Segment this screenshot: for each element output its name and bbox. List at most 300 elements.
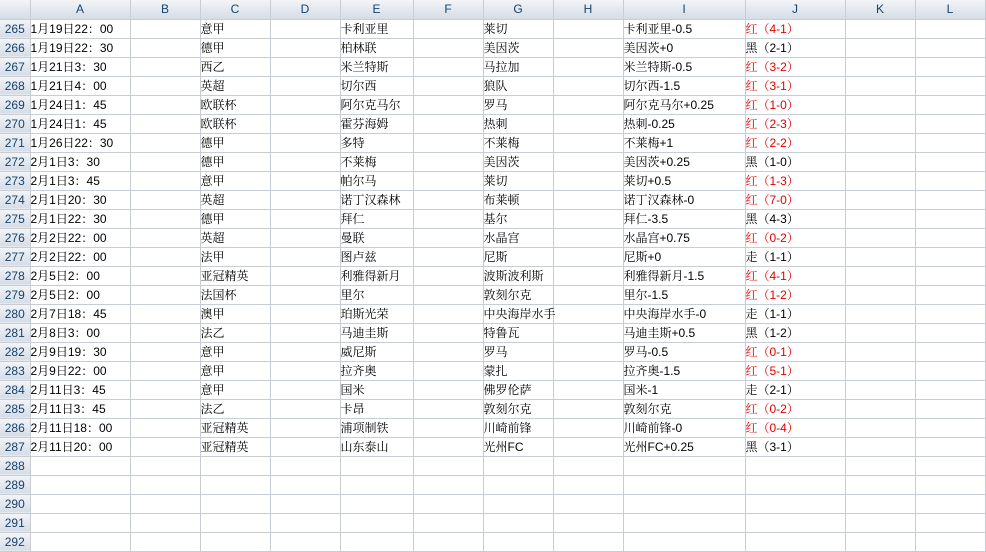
cell-L286[interactable]	[915, 418, 985, 437]
cell-B274[interactable]	[130, 190, 200, 209]
cell-L272[interactable]	[915, 152, 985, 171]
cell-E275[interactable]: 拜仁	[340, 209, 413, 228]
cell-L271[interactable]	[915, 133, 985, 152]
cell-G269[interactable]: 罗马	[483, 95, 553, 114]
cell-B273[interactable]	[130, 171, 200, 190]
cell-J277[interactable]: 走（1-1）	[745, 247, 845, 266]
cell-L284[interactable]	[915, 380, 985, 399]
cell-K270[interactable]	[845, 114, 915, 133]
cell-C278[interactable]: 亚冠精英	[200, 266, 270, 285]
cell-I290[interactable]	[623, 494, 745, 513]
column-header-row[interactable]	[0, 0, 985, 19]
cell-I280[interactable]: 中央海岸水手-0	[623, 304, 745, 323]
cell-J274[interactable]: 红（7-0）	[745, 190, 845, 209]
cell-A270[interactable]: 1月24日1：45	[30, 114, 130, 133]
cell-D291[interactable]	[270, 513, 340, 532]
table-row[interactable]	[0, 399, 985, 418]
cell-D275[interactable]	[270, 209, 340, 228]
cell-A279[interactable]: 2月5日2：00	[30, 285, 130, 304]
cell-J284[interactable]: 走（2-1）	[745, 380, 845, 399]
cell-I268[interactable]: 切尔西-1.5	[623, 76, 745, 95]
cell-A291[interactable]	[30, 513, 130, 532]
cell-H291[interactable]	[553, 513, 623, 532]
cell-D273[interactable]	[270, 171, 340, 190]
cell-C285[interactable]: 法乙	[200, 399, 270, 418]
table-row[interactable]	[0, 152, 985, 171]
cell-L278[interactable]	[915, 266, 985, 285]
cell-C276[interactable]: 英超	[200, 228, 270, 247]
cell-E273[interactable]: 帕尔马	[340, 171, 413, 190]
cell-L266[interactable]	[915, 38, 985, 57]
cell-D265[interactable]	[270, 19, 340, 38]
cell-D277[interactable]	[270, 247, 340, 266]
cell-F266[interactable]	[413, 38, 483, 57]
cell-K273[interactable]	[845, 171, 915, 190]
row-header[interactable]: 278	[0, 266, 30, 285]
cell-J276[interactable]: 红（0-2）	[745, 228, 845, 247]
cell-I271[interactable]: 不莱梅+1	[623, 133, 745, 152]
cell-A271[interactable]: 1月26日22：30	[30, 133, 130, 152]
cell-F269[interactable]	[413, 95, 483, 114]
cell-D283[interactable]	[270, 361, 340, 380]
cell-K279[interactable]	[845, 285, 915, 304]
cell-L290[interactable]	[915, 494, 985, 513]
cell-L288[interactable]	[915, 456, 985, 475]
cell-C266[interactable]: 德甲	[200, 38, 270, 57]
cell-I291[interactable]	[623, 513, 745, 532]
cell-E277[interactable]: 图卢兹	[340, 247, 413, 266]
cell-C272[interactable]: 德甲	[200, 152, 270, 171]
cell-J275[interactable]: 黑（4-3）	[745, 209, 845, 228]
cell-F270[interactable]	[413, 114, 483, 133]
cell-A278[interactable]: 2月5日2：00	[30, 266, 130, 285]
cell-E286[interactable]: 浦项制铁	[340, 418, 413, 437]
cell-L291[interactable]	[915, 513, 985, 532]
column-header-D[interactable]: D	[270, 0, 340, 19]
cell-C275[interactable]: 德甲	[200, 209, 270, 228]
column-header-G[interactable]: G	[483, 0, 553, 19]
cell-F292[interactable]	[413, 532, 483, 551]
cell-G275[interactable]: 基尔	[483, 209, 553, 228]
cell-F268[interactable]	[413, 76, 483, 95]
cell-I273[interactable]: 莱切+0.5	[623, 171, 745, 190]
row-header[interactable]: 266	[0, 38, 30, 57]
cell-E267[interactable]: 米兰特斯	[340, 57, 413, 76]
cell-L265[interactable]	[915, 19, 985, 38]
cell-I279[interactable]: 里尔-1.5	[623, 285, 745, 304]
cell-C282[interactable]: 意甲	[200, 342, 270, 361]
cell-B284[interactable]	[130, 380, 200, 399]
cell-E289[interactable]	[340, 475, 413, 494]
cell-A268[interactable]: 1月21日4：00	[30, 76, 130, 95]
table-row[interactable]	[0, 380, 985, 399]
cell-G280[interactable]: 中央海岸水手	[483, 304, 553, 323]
cell-A287[interactable]: 2月11日20：00	[30, 437, 130, 456]
cell-A272[interactable]: 2月1日3：30	[30, 152, 130, 171]
cell-B278[interactable]	[130, 266, 200, 285]
row-header[interactable]: 289	[0, 475, 30, 494]
table-row[interactable]	[0, 494, 985, 513]
cell-B280[interactable]	[130, 304, 200, 323]
cell-E287[interactable]: 山东泰山	[340, 437, 413, 456]
cell-K265[interactable]	[845, 19, 915, 38]
cell-I267[interactable]: 米兰特斯-0.5	[623, 57, 745, 76]
cell-L292[interactable]	[915, 532, 985, 551]
cell-C265[interactable]: 意甲	[200, 19, 270, 38]
table-row[interactable]	[0, 19, 985, 38]
cell-I270[interactable]: 热刺-0.25	[623, 114, 745, 133]
cell-K288[interactable]	[845, 456, 915, 475]
cell-J291[interactable]	[745, 513, 845, 532]
cell-J281[interactable]: 黑（1-2）	[745, 323, 845, 342]
cell-K275[interactable]	[845, 209, 915, 228]
cell-H277[interactable]	[553, 247, 623, 266]
cell-H274[interactable]	[553, 190, 623, 209]
table-row[interactable]	[0, 475, 985, 494]
cell-H278[interactable]	[553, 266, 623, 285]
cell-H271[interactable]	[553, 133, 623, 152]
cell-G288[interactable]	[483, 456, 553, 475]
cell-A277[interactable]: 2月2日22：00	[30, 247, 130, 266]
cell-G268[interactable]: 狼队	[483, 76, 553, 95]
cell-I286[interactable]: 川崎前锋-0	[623, 418, 745, 437]
cell-J272[interactable]: 黑（1-0）	[745, 152, 845, 171]
cell-K286[interactable]	[845, 418, 915, 437]
cell-D286[interactable]	[270, 418, 340, 437]
column-header-C[interactable]: C	[200, 0, 270, 19]
cell-B268[interactable]	[130, 76, 200, 95]
table-row[interactable]	[0, 513, 985, 532]
cell-B291[interactable]	[130, 513, 200, 532]
cell-E280[interactable]: 珀斯光荣	[340, 304, 413, 323]
table-row[interactable]	[0, 209, 985, 228]
cell-A288[interactable]	[30, 456, 130, 475]
cell-B276[interactable]	[130, 228, 200, 247]
row-header[interactable]: 285	[0, 399, 30, 418]
cell-B290[interactable]	[130, 494, 200, 513]
cell-B265[interactable]	[130, 19, 200, 38]
column-header-F[interactable]: F	[413, 0, 483, 19]
cell-L282[interactable]	[915, 342, 985, 361]
row-header[interactable]: 292	[0, 532, 30, 551]
row-header[interactable]: 281	[0, 323, 30, 342]
cell-F274[interactable]	[413, 190, 483, 209]
cell-C277[interactable]: 法甲	[200, 247, 270, 266]
cell-F275[interactable]	[413, 209, 483, 228]
cell-J287[interactable]: 黑（3-1）	[745, 437, 845, 456]
cell-C268[interactable]: 英超	[200, 76, 270, 95]
cell-D282[interactable]	[270, 342, 340, 361]
cell-L287[interactable]	[915, 437, 985, 456]
cell-I283[interactable]: 拉齐奥-1.5	[623, 361, 745, 380]
cell-G287[interactable]: 光州FC	[483, 437, 553, 456]
cell-D272[interactable]	[270, 152, 340, 171]
table-row[interactable]	[0, 190, 985, 209]
cell-C273[interactable]: 意甲	[200, 171, 270, 190]
cell-F271[interactable]	[413, 133, 483, 152]
cell-K280[interactable]	[845, 304, 915, 323]
table-row[interactable]	[0, 456, 985, 475]
column-header-H[interactable]: H	[553, 0, 623, 19]
cell-J280[interactable]: 走（1-1）	[745, 304, 845, 323]
cell-E291[interactable]	[340, 513, 413, 532]
cell-H281[interactable]	[553, 323, 623, 342]
cell-G270[interactable]: 热刺	[483, 114, 553, 133]
cell-A275[interactable]: 2月1日22：30	[30, 209, 130, 228]
cell-E285[interactable]: 卡昂	[340, 399, 413, 418]
table-row[interactable]	[0, 342, 985, 361]
column-header-E[interactable]: E	[340, 0, 413, 19]
cell-F288[interactable]	[413, 456, 483, 475]
row-header[interactable]: 276	[0, 228, 30, 247]
cell-F287[interactable]	[413, 437, 483, 456]
cell-D267[interactable]	[270, 57, 340, 76]
cell-G273[interactable]: 莱切	[483, 171, 553, 190]
cell-L277[interactable]	[915, 247, 985, 266]
cell-B266[interactable]	[130, 38, 200, 57]
cell-K272[interactable]	[845, 152, 915, 171]
cell-H289[interactable]	[553, 475, 623, 494]
cell-C281[interactable]: 法乙	[200, 323, 270, 342]
cell-I276[interactable]: 水晶宫+0.75	[623, 228, 745, 247]
cell-G290[interactable]	[483, 494, 553, 513]
cell-I272[interactable]: 美因茨+0.25	[623, 152, 745, 171]
table-row[interactable]	[0, 228, 985, 247]
cell-E290[interactable]	[340, 494, 413, 513]
cell-K285[interactable]	[845, 399, 915, 418]
cell-B269[interactable]	[130, 95, 200, 114]
cell-I285[interactable]: 敦刻尔克	[623, 399, 745, 418]
cell-K282[interactable]	[845, 342, 915, 361]
cell-H267[interactable]	[553, 57, 623, 76]
cell-K292[interactable]	[845, 532, 915, 551]
cell-E278[interactable]: 利雅得新月	[340, 266, 413, 285]
cell-J270[interactable]: 红（2-3）	[745, 114, 845, 133]
cell-E268[interactable]: 切尔西	[340, 76, 413, 95]
cell-G286[interactable]: 川崎前锋	[483, 418, 553, 437]
cell-K287[interactable]	[845, 437, 915, 456]
cell-D287[interactable]	[270, 437, 340, 456]
cell-A286[interactable]: 2月11日18：00	[30, 418, 130, 437]
row-header[interactable]: 268	[0, 76, 30, 95]
cell-F272[interactable]	[413, 152, 483, 171]
cell-H280[interactable]	[553, 304, 623, 323]
cell-I292[interactable]	[623, 532, 745, 551]
cell-A269[interactable]: 1月24日1：45	[30, 95, 130, 114]
row-header[interactable]: 270	[0, 114, 30, 133]
cell-C291[interactable]	[200, 513, 270, 532]
cell-J286[interactable]: 红（0-4）	[745, 418, 845, 437]
cell-L274[interactable]	[915, 190, 985, 209]
cell-C290[interactable]	[200, 494, 270, 513]
table-row[interactable]	[0, 171, 985, 190]
cell-B285[interactable]	[130, 399, 200, 418]
table-row[interactable]	[0, 285, 985, 304]
cell-B271[interactable]	[130, 133, 200, 152]
cell-F280[interactable]	[413, 304, 483, 323]
cell-J268[interactable]: 红（3-1）	[745, 76, 845, 95]
cell-K277[interactable]	[845, 247, 915, 266]
column-header-A[interactable]: A	[30, 0, 130, 19]
cell-K271[interactable]	[845, 133, 915, 152]
cell-A290[interactable]	[30, 494, 130, 513]
table-row[interactable]	[0, 418, 985, 437]
cell-L275[interactable]	[915, 209, 985, 228]
cell-B277[interactable]	[130, 247, 200, 266]
cell-E266[interactable]: 柏林联	[340, 38, 413, 57]
table-row[interactable]	[0, 266, 985, 285]
cell-H292[interactable]	[553, 532, 623, 551]
cell-I289[interactable]	[623, 475, 745, 494]
cell-D289[interactable]	[270, 475, 340, 494]
cell-L281[interactable]	[915, 323, 985, 342]
cell-I287[interactable]: 光州FC+0.25	[623, 437, 745, 456]
row-header[interactable]: 290	[0, 494, 30, 513]
cell-J279[interactable]: 红（1-2）	[745, 285, 845, 304]
cell-D266[interactable]	[270, 38, 340, 57]
cell-F276[interactable]	[413, 228, 483, 247]
row-header[interactable]: 274	[0, 190, 30, 209]
cell-K274[interactable]	[845, 190, 915, 209]
cell-A284[interactable]: 2月11日3：45	[30, 380, 130, 399]
cell-E281[interactable]: 马迪圭斯	[340, 323, 413, 342]
table-row[interactable]	[0, 323, 985, 342]
table-row[interactable]	[0, 57, 985, 76]
cell-I278[interactable]: 利雅得新月-1.5	[623, 266, 745, 285]
cell-D285[interactable]	[270, 399, 340, 418]
cell-H266[interactable]	[553, 38, 623, 57]
cell-A267[interactable]: 1月21日3：30	[30, 57, 130, 76]
cell-K267[interactable]	[845, 57, 915, 76]
cell-E283[interactable]: 拉齐奥	[340, 361, 413, 380]
cell-C289[interactable]	[200, 475, 270, 494]
row-header[interactable]: 283	[0, 361, 30, 380]
cell-G277[interactable]: 尼斯	[483, 247, 553, 266]
cell-F285[interactable]	[413, 399, 483, 418]
cell-F284[interactable]	[413, 380, 483, 399]
cell-L289[interactable]	[915, 475, 985, 494]
cell-K281[interactable]	[845, 323, 915, 342]
cell-E270[interactable]: 霍芬海姆	[340, 114, 413, 133]
cell-C292[interactable]	[200, 532, 270, 551]
cell-I281[interactable]: 马迪圭斯+0.5	[623, 323, 745, 342]
cell-L269[interactable]	[915, 95, 985, 114]
cell-G274[interactable]: 布莱顿	[483, 190, 553, 209]
cell-E276[interactable]: 曼联	[340, 228, 413, 247]
cell-E279[interactable]: 里尔	[340, 285, 413, 304]
row-header[interactable]: 280	[0, 304, 30, 323]
cell-D288[interactable]	[270, 456, 340, 475]
cell-G284[interactable]: 佛罗伦萨	[483, 380, 553, 399]
cell-I284[interactable]: 国米-1	[623, 380, 745, 399]
cell-J282[interactable]: 红（0-1）	[745, 342, 845, 361]
column-header-L[interactable]: L	[915, 0, 985, 19]
table-row[interactable]	[0, 361, 985, 380]
cell-E282[interactable]: 威尼斯	[340, 342, 413, 361]
cell-E292[interactable]	[340, 532, 413, 551]
row-header[interactable]: 275	[0, 209, 30, 228]
cell-C270[interactable]: 欧联杯	[200, 114, 270, 133]
cell-A280[interactable]: 2月7日18：45	[30, 304, 130, 323]
row-header[interactable]: 267	[0, 57, 30, 76]
cell-F291[interactable]	[413, 513, 483, 532]
cell-E265[interactable]: 卡利亚里	[340, 19, 413, 38]
table-row[interactable]	[0, 95, 985, 114]
cell-H287[interactable]	[553, 437, 623, 456]
cell-F290[interactable]	[413, 494, 483, 513]
cell-I277[interactable]: 尼斯+0	[623, 247, 745, 266]
table-row[interactable]	[0, 38, 985, 57]
cell-A285[interactable]: 2月11日3：45	[30, 399, 130, 418]
cell-K284[interactable]	[845, 380, 915, 399]
row-header[interactable]: 282	[0, 342, 30, 361]
cell-J267[interactable]: 红（3-2）	[745, 57, 845, 76]
cell-G281[interactable]: 特鲁瓦	[483, 323, 553, 342]
cell-K266[interactable]	[845, 38, 915, 57]
cell-K291[interactable]	[845, 513, 915, 532]
cell-I265[interactable]: 卡利亚里-0.5	[623, 19, 745, 38]
row-header[interactable]: 272	[0, 152, 30, 171]
table-row[interactable]	[0, 247, 985, 266]
cell-A289[interactable]	[30, 475, 130, 494]
cell-L268[interactable]	[915, 76, 985, 95]
cell-E271[interactable]: 多特	[340, 133, 413, 152]
cell-C283[interactable]: 意甲	[200, 361, 270, 380]
cell-I266[interactable]: 美因茨+0	[623, 38, 745, 57]
cell-F278[interactable]	[413, 266, 483, 285]
row-header[interactable]: 287	[0, 437, 30, 456]
select-all-corner[interactable]	[0, 0, 30, 19]
column-header-J[interactable]: J	[745, 0, 845, 19]
cell-C274[interactable]: 英超	[200, 190, 270, 209]
cell-K278[interactable]	[845, 266, 915, 285]
row-header[interactable]: 269	[0, 95, 30, 114]
cell-F277[interactable]	[413, 247, 483, 266]
cell-J266[interactable]: 黑（2-1）	[745, 38, 845, 57]
column-header-B[interactable]: B	[130, 0, 200, 19]
table-row[interactable]	[0, 532, 985, 551]
cell-F289[interactable]	[413, 475, 483, 494]
cell-C284[interactable]: 意甲	[200, 380, 270, 399]
cell-F265[interactable]	[413, 19, 483, 38]
cell-D290[interactable]	[270, 494, 340, 513]
row-header[interactable]: 279	[0, 285, 30, 304]
cell-A274[interactable]: 2月1日20：30	[30, 190, 130, 209]
cell-E288[interactable]	[340, 456, 413, 475]
cell-J283[interactable]: 红（5-1）	[745, 361, 845, 380]
cell-A265[interactable]: 1月19日22：00	[30, 19, 130, 38]
cell-L279[interactable]	[915, 285, 985, 304]
cell-A283[interactable]: 2月9日22：00	[30, 361, 130, 380]
cell-C287[interactable]: 亚冠精英	[200, 437, 270, 456]
cell-B292[interactable]	[130, 532, 200, 551]
cell-E269[interactable]: 阿尔克马尔	[340, 95, 413, 114]
cell-B282[interactable]	[130, 342, 200, 361]
cell-I288[interactable]	[623, 456, 745, 475]
cell-H286[interactable]	[553, 418, 623, 437]
cell-B289[interactable]	[130, 475, 200, 494]
row-header[interactable]: 288	[0, 456, 30, 475]
column-header-K[interactable]: K	[845, 0, 915, 19]
cell-F267[interactable]	[413, 57, 483, 76]
cell-H284[interactable]	[553, 380, 623, 399]
cell-E284[interactable]: 国米	[340, 380, 413, 399]
cell-J292[interactable]	[745, 532, 845, 551]
cell-G276[interactable]: 水晶宫	[483, 228, 553, 247]
cell-L285[interactable]	[915, 399, 985, 418]
cell-J269[interactable]: 红（1-0）	[745, 95, 845, 114]
cell-K276[interactable]	[845, 228, 915, 247]
